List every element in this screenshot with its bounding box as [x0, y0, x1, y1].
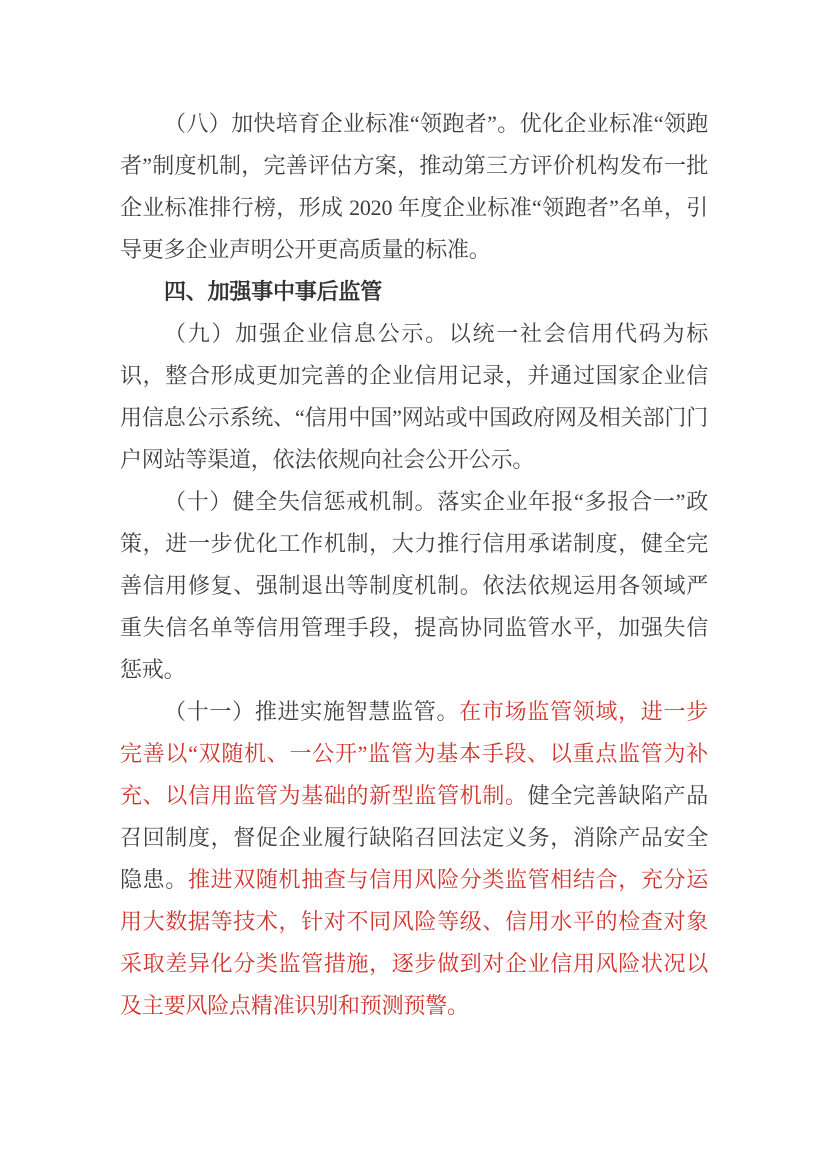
paragraph-item-11 — [120, 691, 708, 1027]
paragraph-item-9: （九）加强企业信息公示。以统一社会信用代码为标识，整合形成更加完善的企业信用记录，并通过国家企业信用信息公示系统、“信用中国”网站或中国政府网及相关部门门户网站等渠道，依法依规向社会公开公示。 — [120, 321, 708, 472]
paragraph-11-lead: （十一）推进实施智慧监管。 — [164, 699, 460, 724]
paragraph-item-8: （八）加快培育企业标准“领跑者”。优化企业标准“领跑者”制度机制，完善评估方案，推动第三方评价机构发布一批企业标准排行榜，形成 2020 年度企业标准“领跑者”名单，引导更多企业声明公开更高质量的标准。 — [120, 111, 708, 262]
section-heading-4: 四、加强事中事后监管 — [164, 279, 383, 304]
paragraph-11-black-segment: 健全完善缺陷产品召回制度，督促企业履行缺陷召回法定义务，消除产品安全隐患。 — [120, 783, 708, 892]
paragraph-11-red-segment-1: 在市场监管领域，进一步完善以“双随机、一公开”监管为基本手段、以重点监管为补充、以信用监管为基础的新型监管机制。 — [120, 699, 708, 808]
paragraph-11-red-segment-2: 推进双随机抽查与信用风险分类监管相结合，充分运用大数据等技术，针对不同风险等级、信用水平的检查对象采取差异化分类监管措施，逐步做到对企业信用风险状况以及主要风险点精准识别和预测预警。 — [120, 867, 708, 1018]
paragraph-item-10: （十）健全失信惩戒机制。落实企业年报“多报合一”政策，进一步优化工作机制，大力推行信用承诺制度，健全完善信用修复、强制退出等制度机制。依法依规运用各领域严重失信名单等信用管理手段，提高协同监管水平，加强失信惩戒。 — [120, 489, 708, 682]
